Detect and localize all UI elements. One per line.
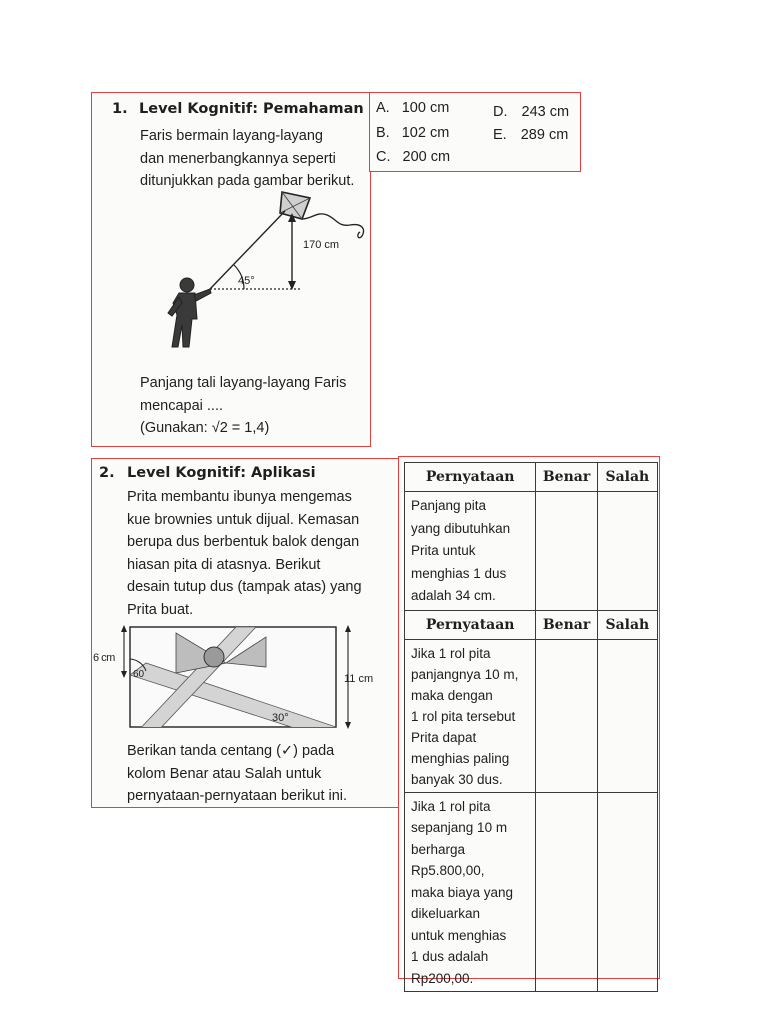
question-2-line-6: Prita buat. [127, 601, 194, 618]
question-1-prompt-line-2: mencapai .... [140, 397, 224, 414]
header-statement: Pernyataan [405, 463, 536, 492]
option-d-letter: D. [493, 104, 508, 120]
option-b[interactable] [376, 125, 449, 141]
question-2-number: 2. [99, 465, 115, 481]
question-1-options [369, 92, 581, 172]
statement-3-line-1: Jika 1 rol pita [411, 798, 491, 814]
question-1-line-2: dan menerbangkannya seperti [140, 150, 336, 167]
statement-cell [405, 639, 536, 792]
header-true: Benar [536, 463, 597, 492]
statement-1-line-5: adalah 34 cm. [411, 588, 496, 603]
true-checkbox-cell[interactable] [536, 639, 597, 792]
header-false: Salah [597, 463, 657, 492]
option-a-value: 100 cm [401, 100, 450, 116]
hint-prefix: (Gunakan: [140, 420, 212, 436]
table-row [405, 639, 658, 792]
statement-2-line-5: Prita dapat [411, 729, 477, 745]
false-checkbox-cell[interactable] [597, 639, 657, 792]
kite-figure [152, 189, 372, 359]
box-lid-figure [116, 623, 376, 733]
option-d-value: 243 cm [521, 104, 570, 120]
bottom-angle-label: 30° [272, 712, 289, 724]
option-b-letter: B. [376, 125, 390, 141]
option-e-letter: E. [493, 127, 507, 143]
statement-3-line-4: Rp5.800,00, [411, 863, 485, 878]
question-1-hint [140, 417, 346, 440]
option-c-letter: C. [376, 149, 391, 165]
statement-3-line-3: berharga [411, 841, 466, 857]
option-c[interactable] [376, 149, 450, 165]
option-e[interactable] [493, 127, 568, 143]
question-1-prompt-line-1: Panjang tali layang-layang Faris [140, 375, 347, 391]
question-2-instruction [127, 740, 347, 808]
question-2-line-2: kue brownies untuk dijual. Kemasan [127, 511, 360, 528]
option-c-value: 200 cm [402, 149, 451, 165]
option-b-value: 102 cm [401, 125, 450, 141]
false-checkbox-cell[interactable] [597, 792, 657, 992]
true-checkbox-cell[interactable] [536, 792, 597, 992]
table-header-row-repeat [405, 610, 658, 639]
header-false-repeat: Salah [597, 610, 657, 639]
question-2-instruction-line-1: Berikan tanda centang (✓) pada [127, 743, 335, 759]
statement-1-line-2: yang dibutuhkan [411, 520, 511, 536]
right-dimension-label: 11 cm [344, 673, 374, 685]
table-row [405, 492, 658, 611]
statement-2-line-4: 1 rol pita tersebut [411, 708, 516, 724]
statement-3-line-6: dikeluarkan [411, 906, 481, 921]
statement-3-line-5: maka biaya yang [411, 884, 514, 900]
header-statement-repeat: Pernyataan [405, 610, 536, 639]
question-2-title: Level Kognitif: Aplikasi [127, 465, 316, 481]
question-2-line-3: berupa dus berbentuk balok dengan [127, 534, 360, 550]
option-e-value: 289 cm [520, 127, 569, 143]
statement-table-panel [398, 456, 660, 986]
hint-expression: √2 = 1,4) [211, 420, 270, 436]
header-true-repeat: Benar [536, 610, 597, 639]
question-1-text [140, 125, 354, 193]
statement-1-line-3: Prita untuk [411, 543, 476, 558]
statement-3-line-2: sepanjang 10 m [411, 820, 508, 835]
statement-table [404, 462, 658, 992]
statement-3-line-7: untuk menghias [411, 927, 507, 943]
question-2-panel [91, 458, 404, 808]
statement-3-line-9: Rp200,00. [411, 970, 474, 986]
statement-1-line-1: Panjang pita [411, 498, 487, 513]
question-2-instruction-line-2: kolom Benar atau Salah untuk [127, 765, 322, 782]
question-1-line-1: Faris bermain layang-layang [140, 128, 323, 144]
question-2-line-5: desain tutup dus (tampak atas) yang [127, 579, 362, 595]
statement-cell [405, 492, 536, 611]
height-label: 170 cm [303, 239, 340, 251]
question-2-line-4: hiasan pita di atasnya. Berikut [127, 556, 321, 573]
question-1-title: Level Kognitif: Pemahaman [139, 101, 364, 117]
table-header-row [405, 463, 658, 492]
question-1-number: 1. [112, 101, 128, 117]
statement-1-line-4: menghias 1 dus [411, 565, 507, 581]
statement-2-line-2: panjangnya 10 m, [411, 666, 519, 682]
question-2-instruction-line-3: pernyataan-pernyataan berikut ini. [127, 788, 348, 804]
question-1-prompt [140, 372, 346, 440]
statement-2-line-3: maka dengan [411, 687, 493, 703]
top-angle-label: 60 [133, 669, 145, 680]
question-1-panel [91, 92, 371, 447]
statement-2-line-6: menghias paling [411, 750, 510, 766]
person-figure [168, 278, 211, 347]
true-checkbox-cell[interactable] [536, 492, 597, 611]
question-1-line-3: ditunjukkan pada gambar berikut. [140, 173, 355, 189]
statement-cell [405, 792, 536, 992]
question-2-line-1: Prita membantu ibunya mengemas [127, 489, 352, 505]
option-a[interactable] [376, 100, 449, 116]
question-2-text [127, 486, 362, 621]
false-checkbox-cell[interactable] [597, 492, 657, 611]
angle-label: 45° [238, 275, 255, 287]
statement-3-line-8: 1 dus adalah [411, 949, 489, 964]
statement-2-line-7: banyak 30 dus. [411, 771, 503, 787]
option-a-letter: A. [376, 100, 390, 116]
left-dimension-label: 6 cm [93, 652, 115, 664]
table-row [405, 792, 658, 992]
option-d[interactable] [493, 104, 569, 120]
statement-2-line-1: Jika 1 rol pita [411, 645, 491, 661]
